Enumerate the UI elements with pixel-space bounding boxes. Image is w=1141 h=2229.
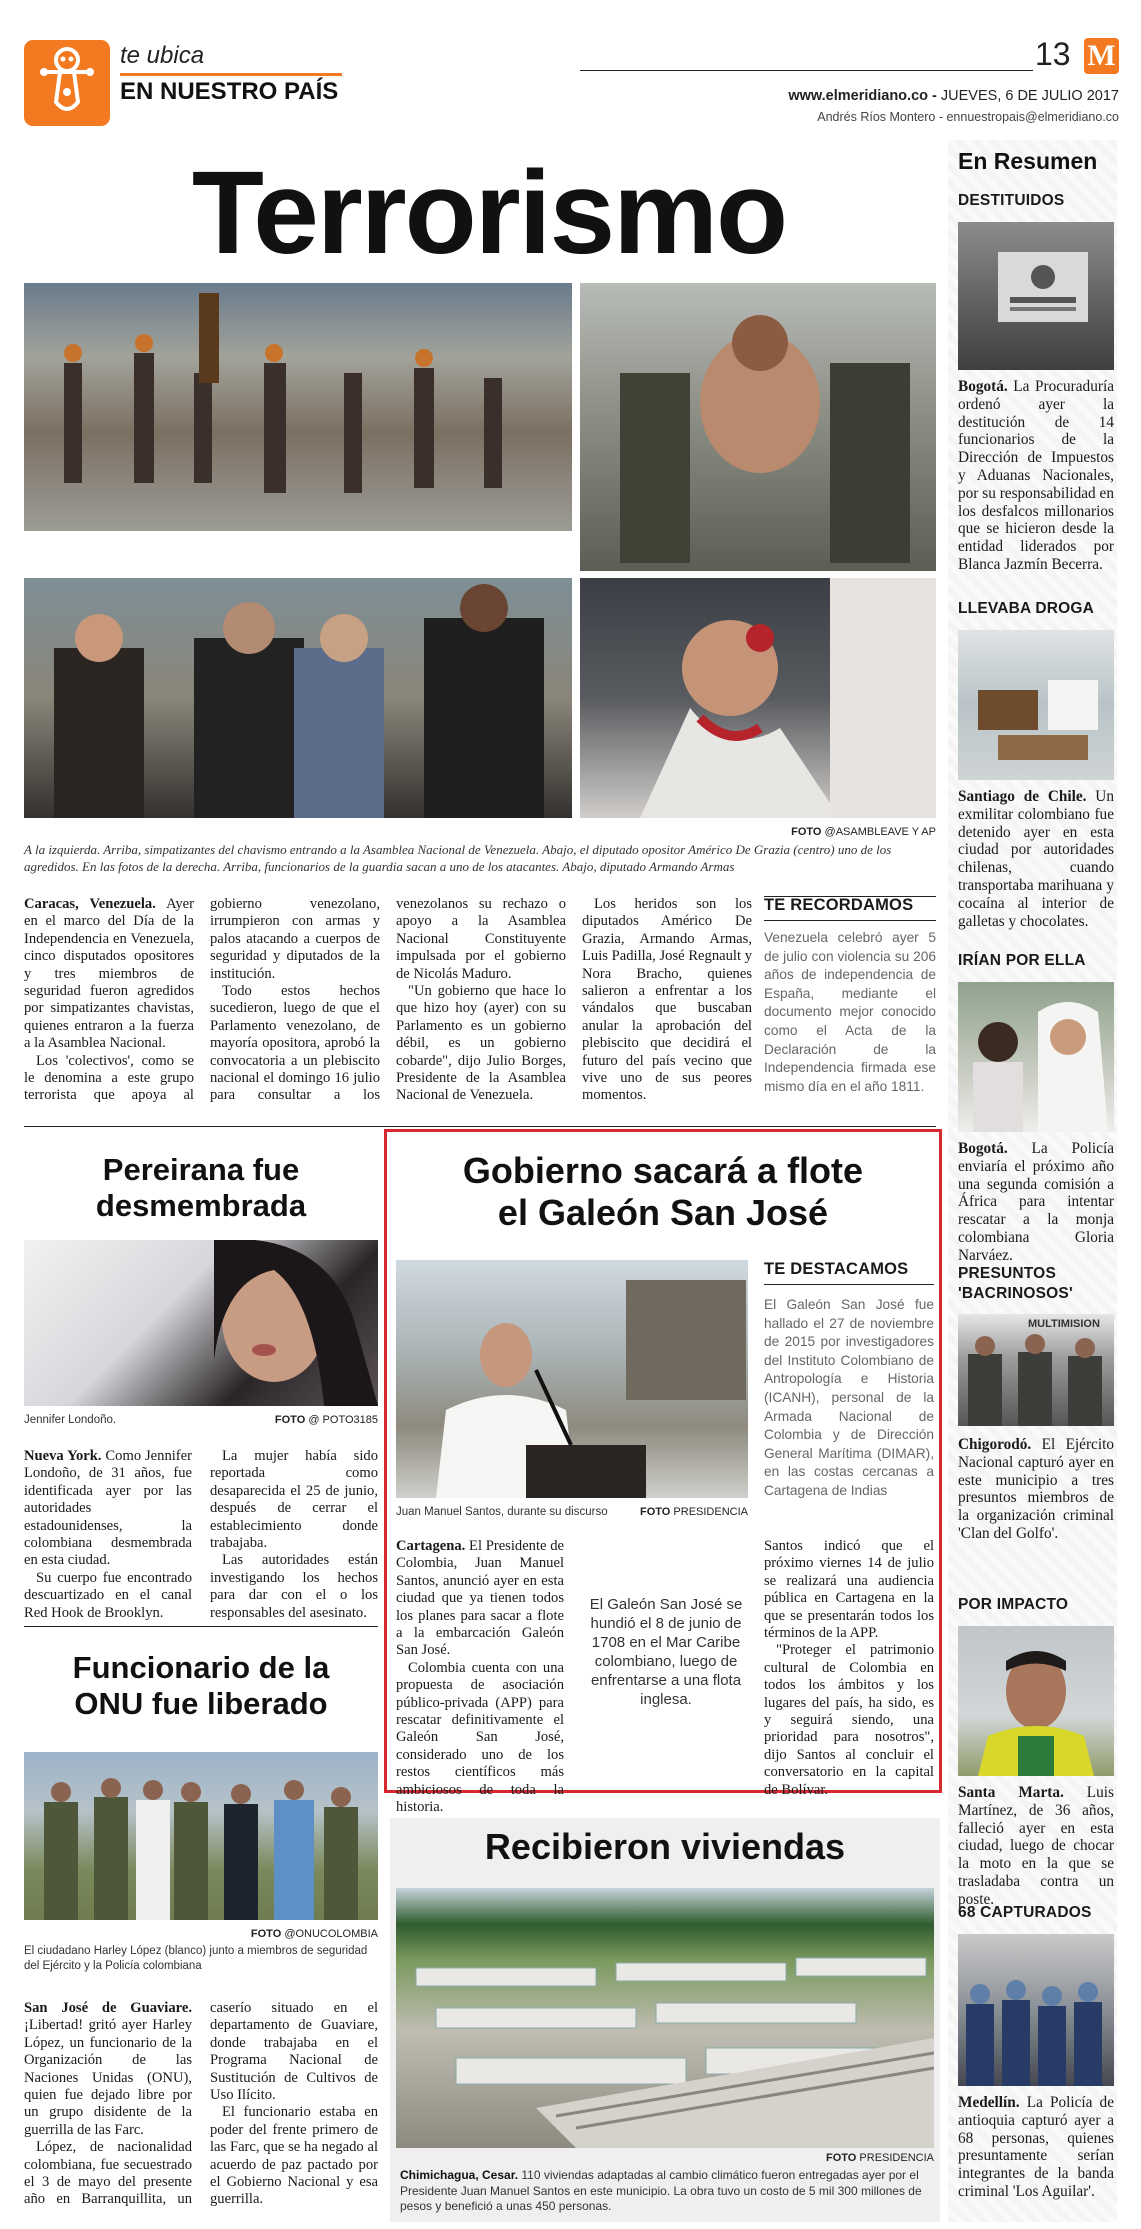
onu-title: Funcionario de la ONU fue liberado [72, 1650, 330, 1721]
viviendas-caption: Chimichagua, Cesar. 110 viviendas adaptadas al cambio climático fueron entregadas ayer por el Presidente Juan Manuel Santos en este municipio. La obra tuvo un costo de 5 mil 300 millones de pesos y benefició a unas 450 personas. [400, 2168, 922, 2213]
photo-armando-armas [580, 578, 936, 818]
sidebar-item: IRÍAN POR ELLA Bogotá. La Policía enviaría el próximo año una segunda comisión a África para intentar rescatar a la monja colombiana Gloria Narváez. [958, 952, 1114, 1264]
onu-body: San José de Guaviare. ¡Libertad! gritó ayer Harley López, un funcionario de la Organización de las Naciones Unidas (ONU), quien fue dejado libre por un grupo disidente de la guerrilla de las Farc. López, de nacionalidad colombiana, fue secuestrado el 3 de mayo del presente año en Barranquillita, un caserío situado en el departamento de Guaviare, donde trabajaba en el Programa Nacional de Sustitución de Cultivos de Uso Ilícito. El funcionario estaba en poder del frente primero de las Farc, que se ha negado al acuerdo de paz pactado por el Gobierno Nacional y esa guerrilla. [24, 2000, 378, 2208]
galeon-col1: Cartagena. El Presidente de Colombia, Juan Manuel Santos, anunció ayer en esta ciudad que ya tienen todos los planes para sacar a flote a la embarcación Galeón San José. Colombia cuenta con una propuesta de asociación público-privada (APP) para rescatar definitivamente el Galeón San José, considerado uno de los restos científicos más ambiciosos de toda la historia. [396, 1538, 564, 1816]
onu-caption: El ciudadano Harley López (blanco) junto a miembros de seguridad del Ejército y la Policía colombiana [24, 1945, 368, 1972]
photo-juan-manuel-santos [396, 1260, 748, 1498]
photo-drug-packages [958, 630, 1114, 780]
te-destacamos-text: El Galeón San José fue hallado el 27 de noviembre de 2015 por investigadores del Instituto Colombiano de Antropología e Historia (ICANH), personal de la Armada Nacional de Colombia y de Dirección General Marítima (DIMAR), en las costas cercanas a Cartagena de Indias [764, 1297, 934, 1498]
date-line [788, 88, 1119, 104]
photo-detainees [958, 1314, 1114, 1426]
pereirana-credit: FOTO @ POTO3185 [274, 1414, 378, 1426]
galeon-title: Gobierno sacará a flote el Galeón San José [462, 1150, 864, 1233]
photo-arrested-group [958, 1934, 1114, 2086]
pereirana-caption: Jennifer Londoño. [24, 1414, 117, 1426]
photo-luis-martinez [958, 1626, 1114, 1776]
onu-credit: FOTO @ONUCOLOMBIA [250, 1928, 378, 1940]
sidebar-item: DESTITUIDOS Bogotá. La Procuraduría ordenó ayer la destitución de 14 funcionarios de la Dirección de Impuestos y Aduanas Nacionales, por su responsabilidad en los desfalcos millonarios que se hicieron desde la entidad liderados por Blanca Jazmín Becerra. [958, 192, 1114, 573]
photo-chavistas-entering [24, 283, 572, 531]
main-bottom-rule [24, 1126, 936, 1127]
brand-line-1: te ubica [120, 42, 205, 69]
photo-nun-gloria-narvaez [958, 982, 1114, 1132]
galeon-pull-quote: El Galeón San José se hundió el 8 de junio de 1708 en el Mar Caribe colombiano, luego de enfrentarse a una flota inglesa. [589, 1596, 743, 1708]
sidebar-item: LLEVABA DROGA Santiago de Chile. Un exmilitar colombiano fue detenido ayer en esta ciudad por autoridades chilenas, cuando transportaba marihuana y cocaína al interior de galletas y chocolates. [958, 600, 1114, 930]
viviendas-credit: FOTO PRESIDENCIA [826, 2152, 934, 2164]
te-recordamos-title: TE RECORDAMOS [764, 896, 914, 914]
main-box-title-rule [764, 920, 936, 921]
byline: Andrés Ríos Montero - ennuestropais@elmeridiano.co [817, 110, 1119, 124]
brand-underline [120, 73, 342, 76]
photo-americo-de-grazia [24, 578, 572, 818]
te-destacamos-title: TE DESTACAMOS [764, 1260, 909, 1278]
issue-date: JUEVES, 6 DE JULIO 2017 [936, 88, 1119, 104]
sidebar-title: En Resumen [958, 148, 1098, 174]
galeon-col3: Santos indicó que el próximo viernes 14 de julio se realizará una audiencia pública en Cartagena en la que se presentarán todos los términos de la APP. "Proteger el patrimonio cultural de Colombia en todos los ámbitos y los lugares del país, ha sido, es y seguirá siendo, una prioridad para nosotros", dijo Santos al concluir el conversatorio en la capital de Bolívar. [764, 1538, 934, 1798]
sidebar-item: 68 CAPTURADOS Medellín. La Policía de antioquia capturó ayer a 68 personas, quienes presuntamente serían integrantes de la banda criminal 'Los Aguilar'. [958, 1904, 1114, 2200]
sidebar-item: PRESUNTOS 'BACRINOSOS' MULTIMISION Chigorodó. El Ejército Nacional capturó ayer en este municipio a tres presuntos miembros de la organización criminal 'Clan del Golfo'. [958, 1265, 1114, 1542]
meridiano-logo-icon: M [1084, 38, 1119, 74]
galeon-caption: Juan Manuel Santos, durante su discurso [396, 1506, 608, 1518]
main-caption: A la izquierda. Arriba, simpatizantes del chavismo entrando a la Asamblea Nacional de Venezuela. Abajo, el diputado opositor Américo De Grazia (centro) uno de los agredidos. En las fotos de la derecha. Arriba, funcionarios de la guardia sacan a uno de los atacantes. Abajo, diputado Armando Armas [24, 842, 892, 874]
photo-guard-removing-attacker [580, 283, 936, 571]
photo-harley-lopez [24, 1752, 378, 1920]
pereirana-body: Nueva York. Como Jennifer Londoño, de 31 años, fue identificada ayer por las autoridades estadounidenses, la colombiana desmembrada en esta ciudad. Su cuerpo fue encontrado descuartizado en el canal Red Hook de Brooklyn. La mujer había sido reportada como desaparecida el 25 de junio, después de cerrar el establecimiento donde trabajaba. Las autoridades están investigando los hechos para dar con el o los responsables del asesinato. [24, 1448, 378, 1621]
multimision-banner: MULTIMISION [1028, 1318, 1100, 1330]
photo-procuraduria [958, 222, 1114, 370]
pereirana-bottom-rule [24, 1626, 378, 1627]
photo-jennifer-londono [24, 1240, 378, 1406]
galeon-credit: FOTO PRESIDENCIA [640, 1506, 748, 1518]
site-url[interactable]: www.elmeridiano.co - [788, 88, 937, 104]
viviendas-title: Recibieron viviendas [484, 1826, 846, 1867]
sidebar-item: POR IMPACTO Santa Marta. Luis Martínez, de 36 años, falleció ayer en esta ciudad, luego de chocar la moto en la que se trasladaba contra un poste. [958, 1596, 1114, 1908]
brand-line-2: EN NUESTRO PAÍS [120, 78, 339, 105]
photo-housing-project [396, 1888, 934, 2148]
pereirana-title: Pereirana fue desmembrada [95, 1152, 307, 1223]
header-rule [580, 70, 1033, 71]
main-body: Caracas, Venezuela. Ayer en el marco del Día de la Independencia en Venezuela, cinco disputados opositores y tres miembros de seguridad fueron agredidos por simpatizantes chavistas, quienes entraron a la fuerza a la Asamblea Nacional. Los 'colectivos', como se le denomina a este grupo terrorista que apoya al gobierno venezolano, irrumpieron con armas y palos atacando a cuerpos de seguridad y diputados de la institución. Todo estos hechos sucedieron, luego de que el Parlamento venezolano, de mayoría opositora, aprobó la convocatoria a un plebiscito nacional el domingo 16 julio para consultar a los venezolanos su rechazo o apoyo a la Asamblea Nacional Constituyente impulsada por el gobierno de Nicolás Maduro. "Un gobierno que hace lo que hizo hoy (ayer) con su Parlamento es un gobierno débil, es un gobierno cobarde", dijo Julio Borges, Presidente de la Asamblea Nacional de Venezuela. Los heridos son los diputados Américo De Grazia, Armando Armas, Luis Padilla, José Regnault y Nora Bracho, quienes salieron a enfrentar a los vándalos que buscaban anular la aprobación del plebiscito que decidirá el futuro del país vecino que vive uno de sus peores momentos. [24, 896, 752, 1104]
galeon-box-title-rule [764, 1284, 934, 1285]
main-headline: Terrorismo [191, 147, 787, 279]
te-recordamos-text: Venezuela celebró ayer 5 de julio con violencia su 206 años de independencia de España, mediante el documento mejor conocido como el Acta de la Declaración de la Independencia firmada ese mismo día en el año 1811. [764, 930, 936, 1094]
page-number: 13 [1035, 36, 1071, 72]
main-photo-credit: FOTO @ASAMBLEAVE Y AP [791, 826, 936, 838]
brand-logo-icon [24, 40, 110, 126]
